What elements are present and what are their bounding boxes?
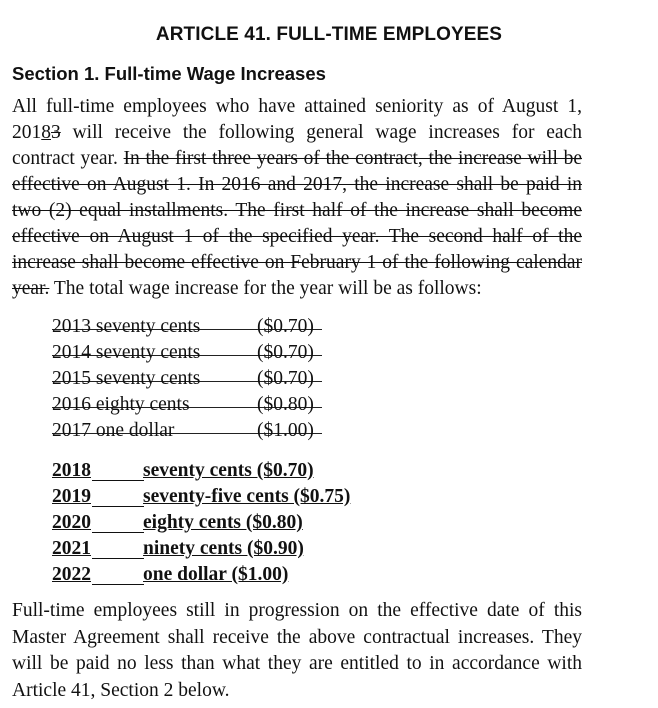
deleted-wage-schedule [52,316,322,446]
underline-gap [92,480,144,481]
underline-gap [92,532,144,533]
schedule-increase: eighty cents ($0.80) [143,512,303,533]
deleted-year-label: 2015 seventy cents [52,368,201,389]
deleted-amount: ($0.70) [257,368,314,389]
schedule-year: 2020 [52,512,91,533]
deleted-schedule-row [52,342,322,368]
intro-tail-text: The total wage increase for the year will be as follows: [49,278,482,299]
deleted-year-label: 2016 eighty cents [52,394,190,415]
inserted-digit: 8 [41,122,51,143]
deleted-amount: ($1.00) [257,420,314,441]
deleted-year-label: 2014 seventy cents [52,342,201,363]
schedule-year: 2018 [52,460,91,481]
intro-paragraph [12,94,582,302]
intro-lead-text: All full-time employees who have attained seniority as of August 1, 201 [12,96,582,143]
intro-mid-text: will receive the following general wage increases for each contract year. [12,122,582,169]
deleted-year-label: 2017 one dollar [52,420,175,441]
underline-gap [92,506,144,507]
schedule-increase: seventy cents ($0.70) [143,460,314,481]
schedule-year: 2021 [52,538,91,559]
schedule-increase: one dollar ($1.00) [143,564,289,585]
progression-paragraph: Full-time employees still in progression on the effective date of this Master Agreement shall receive the above contractual increases. They will be paid no less than what they are entitled to in accordance with Article 41, Section 2 below. [12,600,582,701]
deleted-schedule-row [52,420,322,446]
deleted-year-label: 2013 seventy cents [52,316,201,337]
schedule-year: 2022 [52,564,91,585]
section-heading: Section 1. Full-time Wage Increases [12,63,326,84]
schedule-year: 2019 [52,486,91,507]
deleted-schedule-row [52,394,322,420]
deleted-installment-text: In the first three years of the contract, the increase will be effective on August 1. In 2016 and 2017, the increase shall be paid in two (2) equal installments. The first half of the increase shall become effective on August 1 of the specified year. The second half of the increase shall become effective on February 1 of the following calendar year. [12,148,582,299]
deleted-amount: ($0.70) [257,316,314,337]
underline-gap [92,584,144,585]
underline-gap [92,558,144,559]
deleted-schedule-row [52,368,322,394]
schedule-increase: ninety cents ($0.90) [143,538,304,559]
deleted-digit: 3 [51,122,61,143]
article-title: ARTICLE 41. FULL-TIME EMPLOYEES [155,24,503,45]
deleted-amount: ($0.70) [257,342,314,363]
schedule-increase: seventy-five cents ($0.75) [143,486,351,507]
deleted-amount: ($0.80) [257,394,314,415]
deleted-schedule-row [52,316,322,342]
